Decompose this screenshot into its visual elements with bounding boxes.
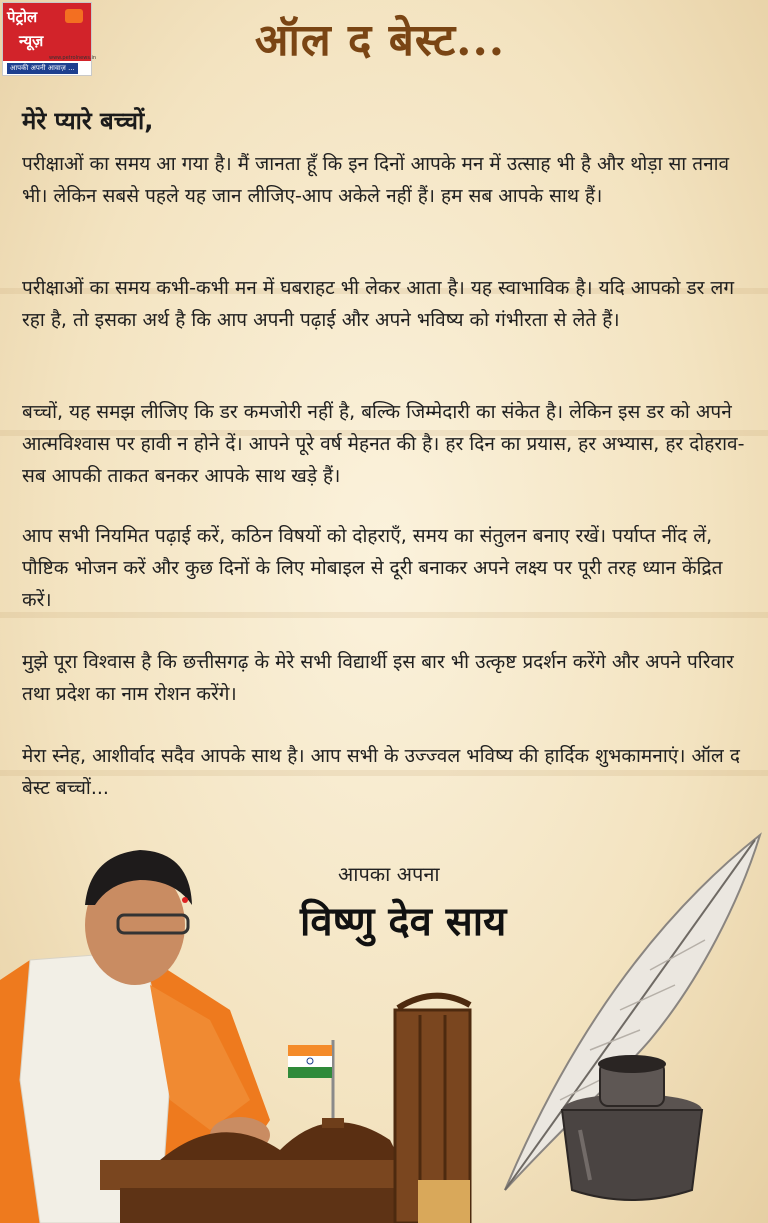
- signature-name: विष्णु देव साय: [300, 898, 507, 945]
- signature-label: आपका अपना: [338, 862, 440, 886]
- letter-paragraph-6: मेरा स्नेह, आशीर्वाद सदैव आपके साथ है। आप सभी के उज्ज्वल भविष्य की हार्दिक शुभकामनाएं। ऑल द बेस्ट बच्चों...: [22, 745, 740, 799]
- page-title: ऑल द बेस्ट...: [254, 15, 506, 66]
- portrait-illustration: [0, 850, 470, 1223]
- letter-paragraph-3: बच्चों, यह समझ लीजिए कि डर कमजोरी नहीं है, बल्कि जिम्मेदारी का संकेत है। लेकिन इस डर को अपने आत्मविश्वास पर हावी न होने दें। आपने पूरे वर्ष मेहनत की है। हर दिन का प्रयास, हर अभ्यास, हर दोहराव-सब आपकी ताकत बनकर आपके साथ खड़े हैं।: [22, 401, 745, 487]
- letter-paragraph-2: परीक्षाओं का समय कभी-कभी मन में घबराहट भी लेकर आता है। यह स्वाभाविक है। यदि आपको डर लग रहा है, तो इसका अर्थ है कि आप अपनी पढ़ाई और अपने भविष्य को गंभीरता से लेते हैं।: [22, 277, 735, 331]
- logo-line1: पेट्रोल: [7, 8, 38, 26]
- logo-site: www.petrolnews.in: [49, 55, 97, 61]
- letter-paragraph-5: मुझे पूरा विश्वास है कि छत्तीसगढ़ के मेरे सभी विद्यार्थी इस बार भी उत्कृष्ट प्रदर्शन करेंगे और अपने परिवार तथा प्रदेश का नाम रोशन करेंगे।: [22, 651, 734, 705]
- letter-greeting: मेरे प्यारे बच्चों,: [22, 107, 154, 135]
- letter-paragraph-1: परीक्षाओं का समय आ गया है। मैं जानता हूँ कि इन दिनों आपके मन में उत्साह भी है और थोड़ा सा तनाव भी। लेकिन सबसे पहले यह जान लीजिए-आप अकेले नहीं हैं। हम सब आपके साथ हैं।: [22, 153, 730, 207]
- flag-icon: [288, 1040, 344, 1128]
- logo-line2: न्यूज़: [19, 32, 44, 50]
- letter-paragraph-4: आप सभी नियमित पढ़ाई करें, कठिन विषयों को दोहराएँ, समय का संतुलन बनाए रखें। पर्याप्त नींद लें, पौष्टिक भोजन करें और कुछ दिनों के लिए मोबाइल से दूरी बनाकर अपने लक्ष्य पर पूरी तरह ध्यान केंद्रित करें।: [22, 525, 723, 611]
- logo-tagline: आपकी अपनी आवाज़ ...: [7, 63, 78, 74]
